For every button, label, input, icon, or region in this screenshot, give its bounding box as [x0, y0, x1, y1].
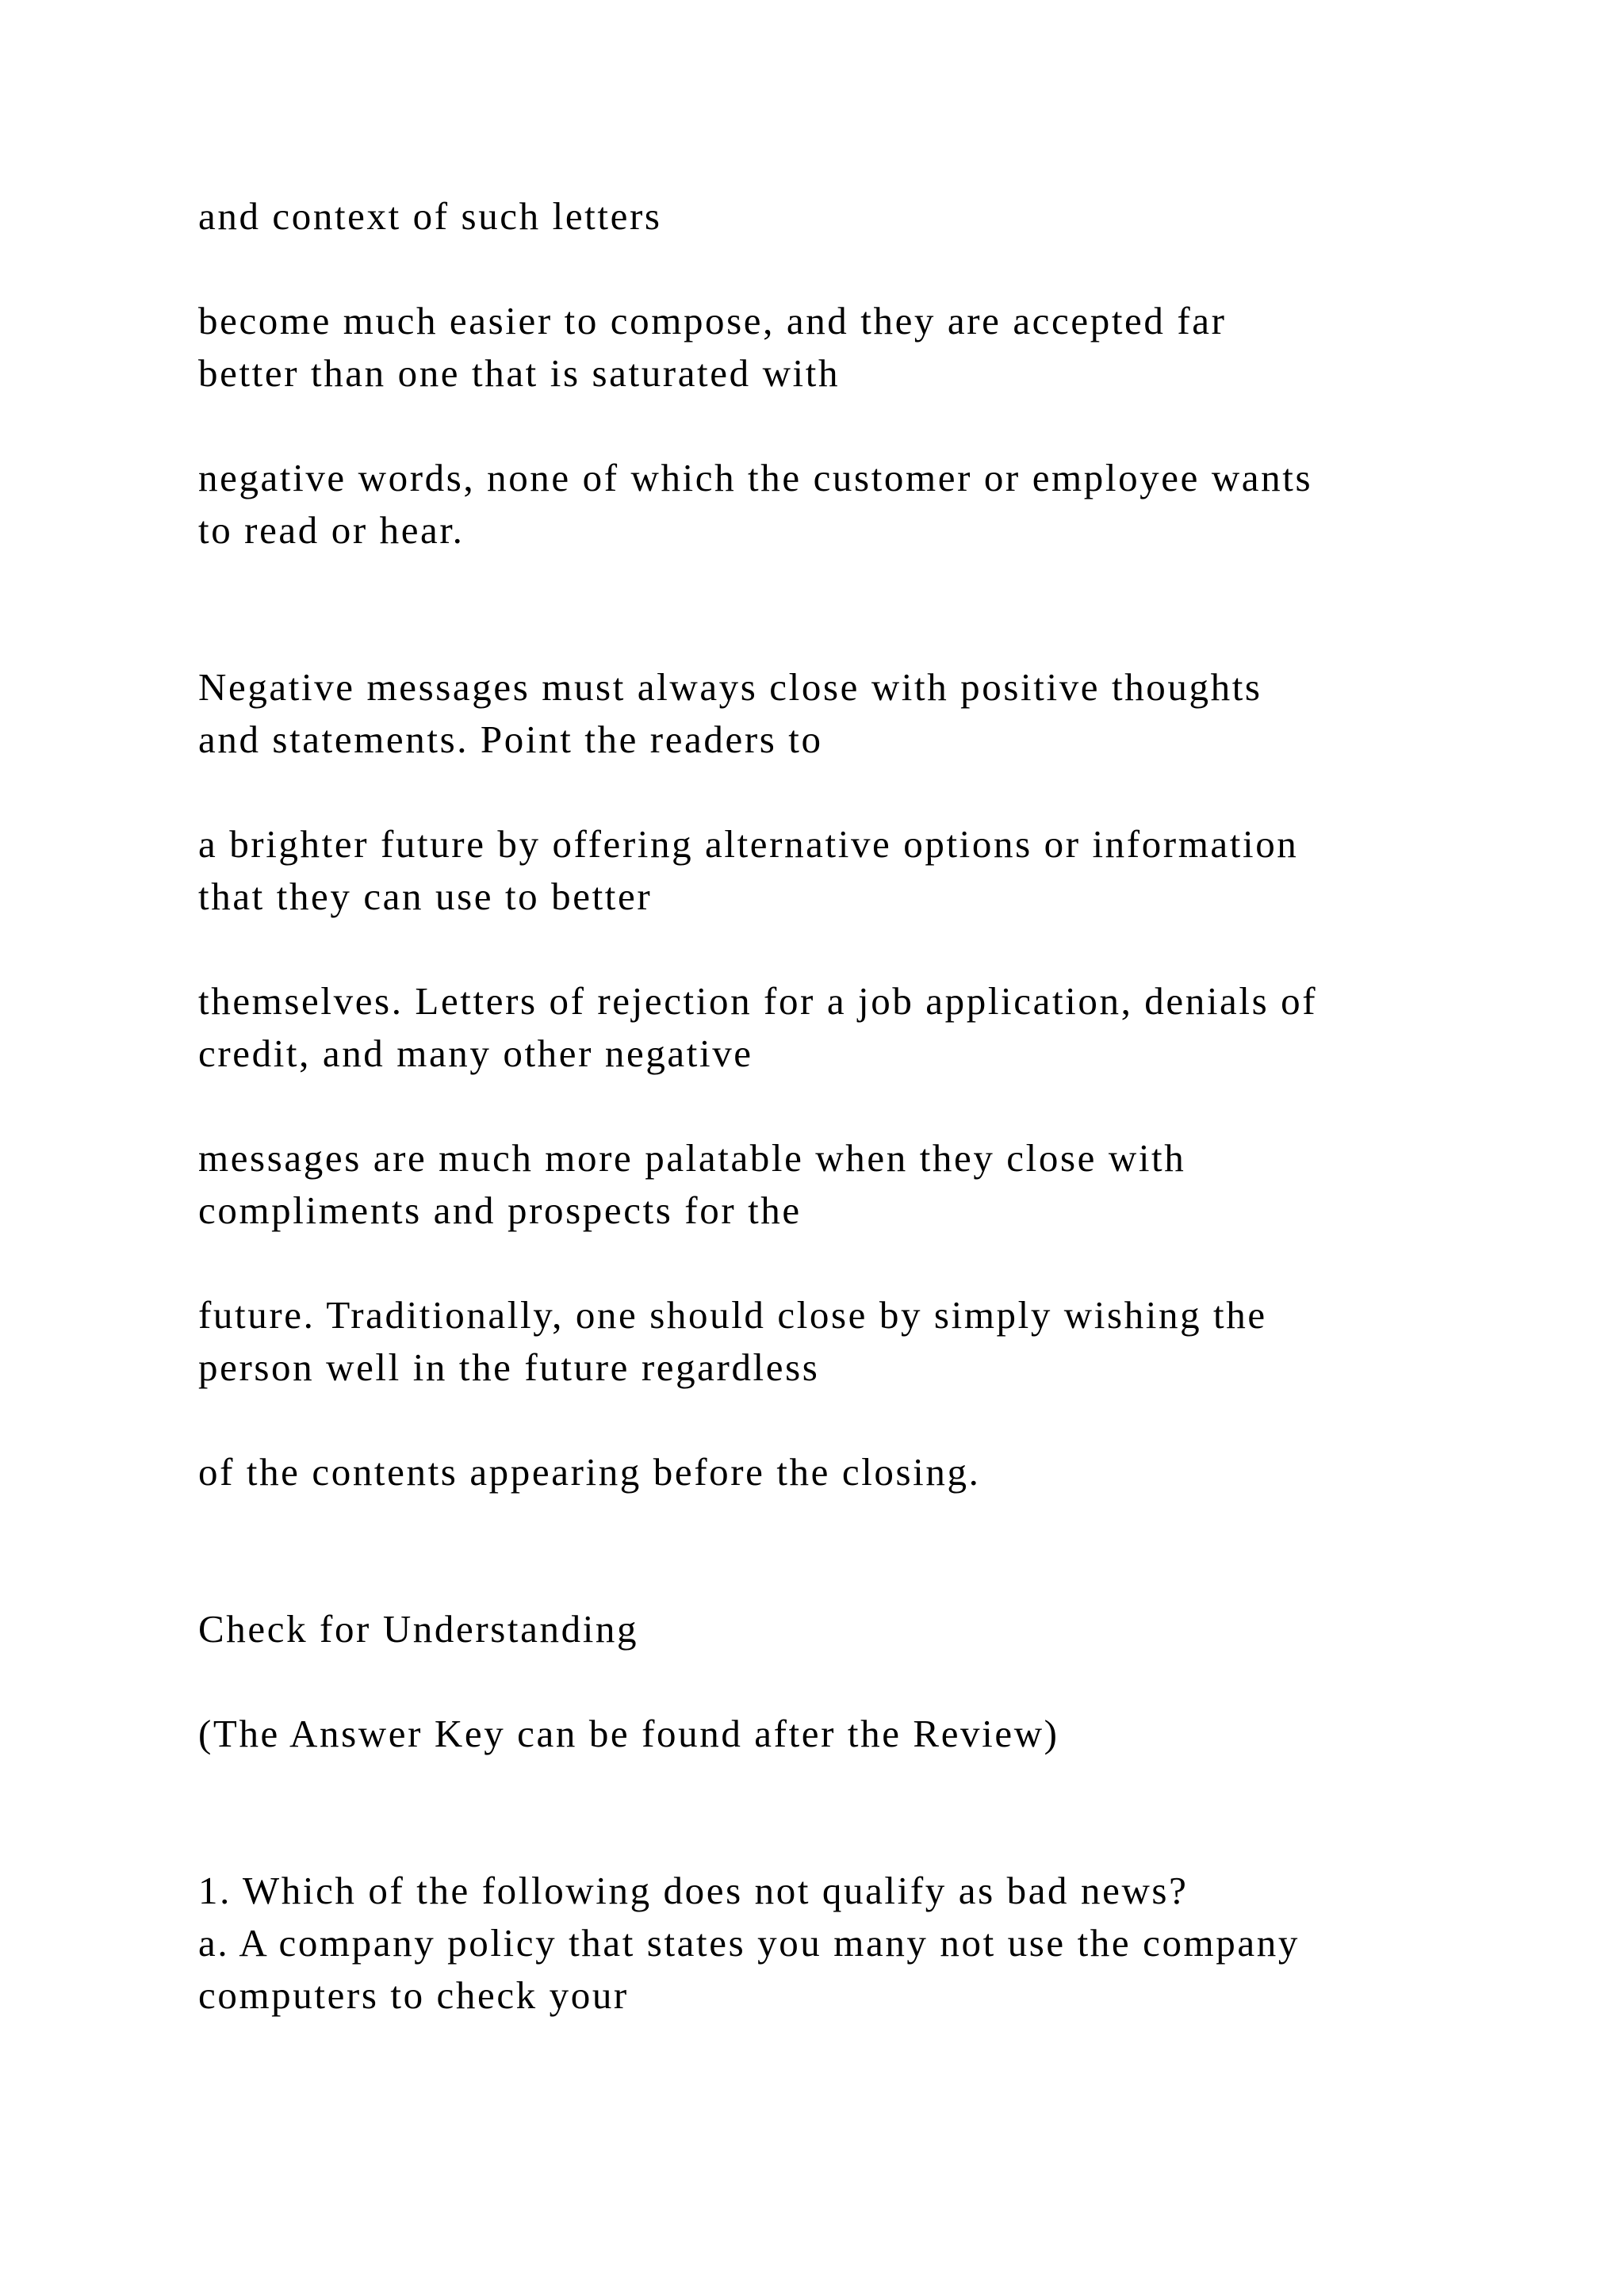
section-spacer [198, 1551, 1467, 1603]
text-line: and statements. Point the readers to [198, 718, 823, 761]
question-text: 1. Which of the following does not qualify as bad news? [198, 1869, 1189, 1912]
text-line: better than one that is saturated with [198, 351, 841, 395]
text-line: and context of such letters [198, 194, 662, 238]
paragraph [198, 1446, 1467, 1498]
text-line: future. Traditionally, one should close by simply wishing the [198, 1293, 1267, 1337]
text-line: that they can use to better [198, 874, 653, 918]
text-line: compliments and prospects for the [198, 1188, 802, 1232]
paragraph [198, 818, 1467, 923]
paragraph [198, 452, 1467, 557]
paragraph [198, 975, 1467, 1080]
text-line: become much easier to compose, and they are accepted far [198, 299, 1227, 342]
section-heading [198, 1603, 1467, 1655]
paragraph [198, 1132, 1467, 1237]
answer-option: a. A company policy that states you many not use the company [198, 1921, 1300, 1965]
text-line: of the contents appearing before the closing. [198, 1450, 981, 1494]
text-line: negative words, none of which the customer or employee wants [198, 456, 1313, 499]
text-line: messages are much more palatable when they close with [198, 1136, 1186, 1180]
paragraph [198, 1289, 1467, 1394]
document-body [198, 190, 1467, 2074]
question [198, 1865, 1467, 2022]
section-spacer [198, 1812, 1467, 1865]
paragraph [198, 661, 1467, 766]
answer-option: computers to check your [198, 1973, 629, 2017]
answer-key-note: (The Answer Key can be found after the Review) [198, 1712, 1059, 1755]
text-line: person well in the future regardless [198, 1345, 820, 1389]
check-heading: Check for Understanding [198, 1607, 639, 1651]
text-line: a brighter future by offering alternative options or information [198, 822, 1299, 866]
text-line: themselves. Letters of rejection for a job application, denials of [198, 979, 1318, 1023]
paragraph [198, 1708, 1467, 1760]
paragraph [198, 295, 1467, 400]
text-line: Negative messages must always close with positive thoughts [198, 665, 1262, 709]
text-line: to read or hear. [198, 508, 465, 552]
text-line: credit, and many other negative [198, 1031, 753, 1075]
paragraph [198, 190, 1467, 243]
section-spacer [198, 609, 1467, 661]
